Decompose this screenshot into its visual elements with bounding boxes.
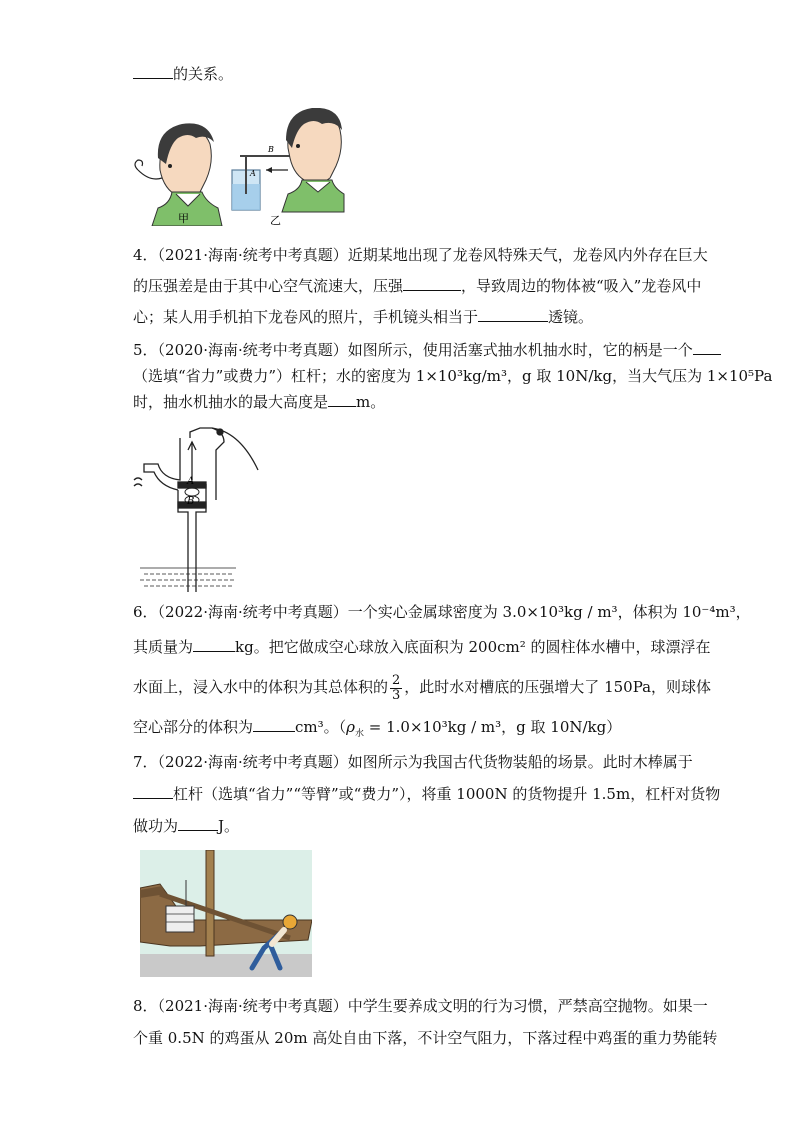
q6-text-e: 空心部分的体积为 — [133, 718, 254, 736]
q5-line-2: （选填“省力”或费力”）杠杆；水的密度为 1×10³kg/m³，g 取 10N/kg，当大气压为 1×10⁵Pa — [133, 367, 773, 385]
q5-line-3 — [133, 392, 385, 412]
rho-symbol: ρ — [346, 718, 355, 736]
q6-line-1: 6．（2022·海南·统考中考真题）一个实心金属球密度为 3.0×10³kg / m³，体积为 10⁻⁴m³， — [133, 603, 751, 621]
figure-cargo-loading — [140, 850, 312, 977]
beaker-apparatus — [232, 156, 290, 210]
q4-text-a: 的压强差是由于其中心空气流速大，压强 — [133, 277, 404, 295]
q5-line-1 — [133, 340, 721, 360]
fraction-numerator: 2 — [392, 672, 401, 688]
q4-line-3 — [133, 307, 593, 327]
label-b: B — [268, 145, 274, 154]
answer-blank — [133, 64, 173, 79]
q6-line-2 — [133, 637, 711, 657]
label-jia: 甲 — [178, 212, 189, 225]
q7-line-2 — [133, 784, 720, 804]
intro-text: 的关系。 — [173, 65, 234, 83]
q6-line-3 — [133, 670, 711, 704]
q5-text-c: m。 — [356, 393, 386, 411]
rho-subscript: 水 — [354, 729, 364, 739]
q5-text-b: 时，抽水机抽水的最大高度是 — [133, 393, 329, 411]
q7-text-c: J。 — [218, 817, 240, 835]
q7-text-a: 杠杆（选填“省力”“等臂”或“费力”），将重 1000N 的货物提升 1.5m，杠杆对货物 — [173, 785, 721, 803]
q6-line-4 — [133, 717, 621, 744]
q4-line-1: 4．（2021·海南·统考中考真题）近期某地出现了龙卷风特殊天气，龙卷风内外存在巨大 — [133, 246, 708, 264]
intro-line — [133, 64, 233, 84]
q4-line-2 — [133, 276, 701, 296]
pump-label-a: A — [187, 476, 195, 487]
q6-text-b: kg。把它做成空心球放入底面积为 200cm² 的圆柱体水槽中，球漂浮在 — [235, 638, 711, 656]
q7-text-b: 做功为 — [133, 817, 179, 835]
label-a: A — [250, 169, 256, 178]
label-yi: 乙 — [270, 214, 281, 226]
fraction-two-thirds — [390, 674, 402, 703]
answer-blank — [478, 307, 548, 322]
boy-jia-illustration — [135, 123, 222, 226]
pump-label-b: B — [187, 496, 195, 507]
answer-blank — [133, 784, 173, 799]
q4-text-b: ，导致周边的物体被“吸入”龙卷风中 — [461, 277, 702, 295]
q4-text-d: 透镜。 — [548, 308, 594, 326]
q7-line-1: 7．（2022·海南·统考中考真题）如图所示为我国古代货物装船的场景。此时木棒属于 — [133, 753, 693, 771]
q6-text-a: 其质量为 — [133, 638, 194, 656]
q5-text-a: 5．（2020·海南·统考中考真题）如图所示，使用活塞式抽水机抽水时，它的柄是一个 — [133, 341, 693, 359]
q7-line-3 — [133, 816, 239, 836]
answer-blank — [178, 816, 218, 831]
q8-line-1: 8．（2021·海南·统考中考真题）中学生要养成文明的行为习惯，严禁高空抛物。如果一 — [133, 997, 708, 1015]
answer-blank — [193, 637, 235, 652]
figure-boys-blowing — [130, 108, 345, 226]
q4-text-c: 心；某人用手机拍下龙卷风的照片，手机镜头相当于 — [133, 308, 479, 326]
q8-line-2: 个重 0.5N 的鸡蛋从 20m 高处自由下落，不计空气阻力，下落过程中鸡蛋的重力势能转 — [133, 1029, 718, 1047]
q6-text-d: ，此时水对槽底的压强增大了 150Pa，则球体 — [404, 678, 712, 696]
q6-text-g: = 1.0×10³kg / m³，g 取 10N/kg） — [364, 718, 622, 736]
q6-text-f: cm³。（ — [295, 718, 347, 736]
q6-text-c: 水面上，浸入水中的体积为其总体积的 — [133, 678, 389, 696]
answer-blank — [253, 717, 295, 732]
boy-yi-illustration — [282, 108, 344, 212]
fraction-denominator: 3 — [392, 687, 401, 703]
pump-body — [134, 428, 258, 592]
figure-piston-pump — [132, 420, 272, 592]
answer-blank — [403, 276, 461, 291]
answer-blank — [328, 392, 356, 407]
answer-blank — [693, 340, 721, 355]
